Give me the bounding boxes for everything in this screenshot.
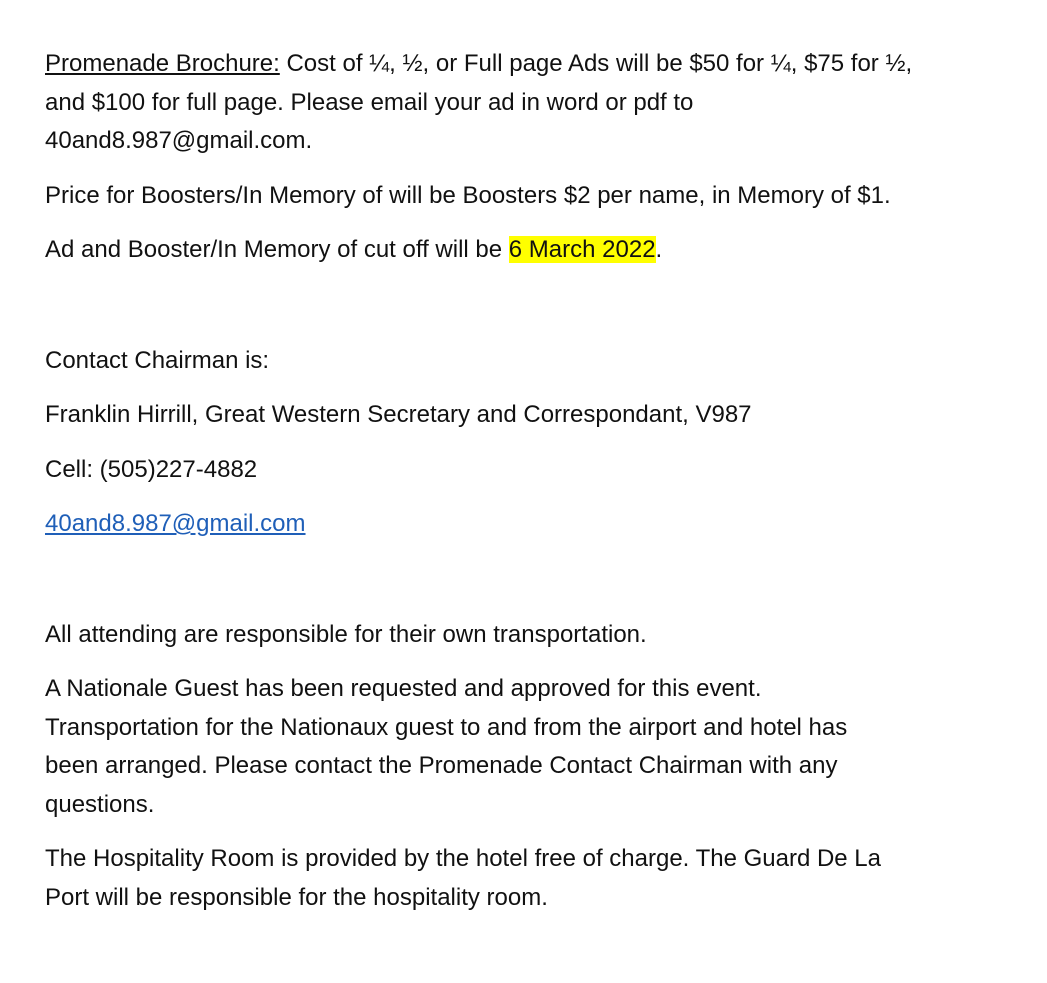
guest-line4: questions. (45, 790, 155, 818)
guest-line3: been arranged. Please contact the Promenade Contact Chairman with any (45, 752, 838, 779)
guest-paragraph (45, 670, 1015, 824)
contact-email-paragraph (45, 505, 1015, 544)
contact-heading-text: Contact Chairman is: (45, 346, 270, 374)
contact-heading (45, 342, 1015, 381)
cutoff-prefix: Ad and Booster/In Memory of cut off will be (45, 236, 509, 263)
contact-name-paragraph (45, 396, 1015, 435)
hospitality-line1: The Hospitality Room is provided by the hotel free of charge. The Guard De La (45, 845, 882, 872)
brochure-text-line1: Cost of ¼, ½, or Full page Ads will be $50 for ¼, $75 for ½, (279, 50, 913, 77)
boosters-paragraph (45, 177, 1015, 216)
contact-email-link[interactable]: 40and8.987@gmail.com (45, 510, 306, 537)
cutoff-paragraph (45, 231, 1015, 270)
boosters-text: Price for Boosters/In Memory of will be Boosters $2 per name, in Memory of $1. (45, 181, 891, 209)
transport-text: All attending are responsible for their own transportation. (45, 620, 647, 648)
contact-cell-paragraph (45, 451, 1015, 490)
guest-line1: A Nationale Guest has been requested and approved for this event. (45, 675, 762, 702)
spacer (45, 560, 1015, 616)
document-body (45, 45, 1015, 933)
guest-line2: Transportation for the Nationaux guest to and from the airport and hotel has (45, 713, 848, 741)
transport-paragraph (45, 616, 1015, 655)
cutoff-date-highlight: 6 March 2022 (508, 236, 656, 263)
contact-cell: Cell: (505)227-4882 (45, 455, 258, 483)
cutoff-suffix: . (655, 236, 663, 263)
brochure-heading: Promenade Brochure: (45, 50, 280, 77)
spacer (45, 286, 1015, 342)
brochure-paragraph (45, 45, 1015, 161)
brochure-text-line3: 40and8.987@gmail.com. (45, 127, 313, 154)
brochure-text-line2: and $100 for full page. Please email your ad in word or pdf to (45, 88, 694, 116)
hospitality-paragraph (45, 840, 1015, 917)
hospitality-line2: Port will be responsible for the hospitality room. (45, 883, 548, 911)
contact-name-line: Franklin Hirrill, Great Western Secretary and Correspondant, V987 (45, 401, 752, 428)
